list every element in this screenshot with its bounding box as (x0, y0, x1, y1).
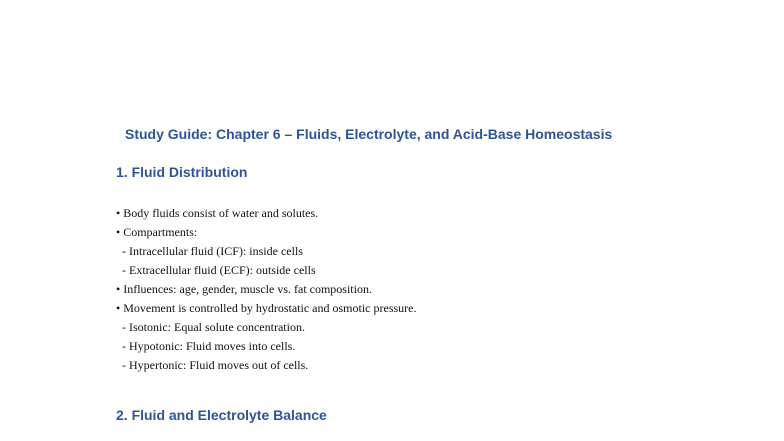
note-line: • Body fluids consist of water and solutes. (116, 206, 319, 220)
note-subline: - Hypertonic: Fluid moves out of cells. (122, 358, 309, 372)
section-heading-fluid-distribution: 1. Fluid Distribution (116, 164, 248, 180)
section-heading-fluid-electrolyte-balance: 2. Fluid and Electrolyte Balance (116, 407, 327, 423)
note-subline: - Hypotonic: Fluid moves into cells. (122, 339, 296, 353)
note-subline: - Extracellular fluid (ECF): outside cells (122, 263, 316, 277)
note-line: • Movement is controlled by hydrostatic and osmotic pressure. (116, 301, 417, 315)
note-line: • Influences: age, gender, muscle vs. fat composition. (116, 282, 372, 296)
note-subline: - Isotonic: Equal solute concentration. (122, 320, 305, 334)
note-subline: - Intracellular fluid (ICF): inside cells (122, 244, 303, 258)
fluid-distribution-notes (116, 204, 416, 375)
note-line: • Compartments: (116, 225, 198, 239)
document-title: Study Guide: Chapter 6 – Fluids, Electrolyte, and Acid-Base Homeostasis (125, 126, 613, 142)
